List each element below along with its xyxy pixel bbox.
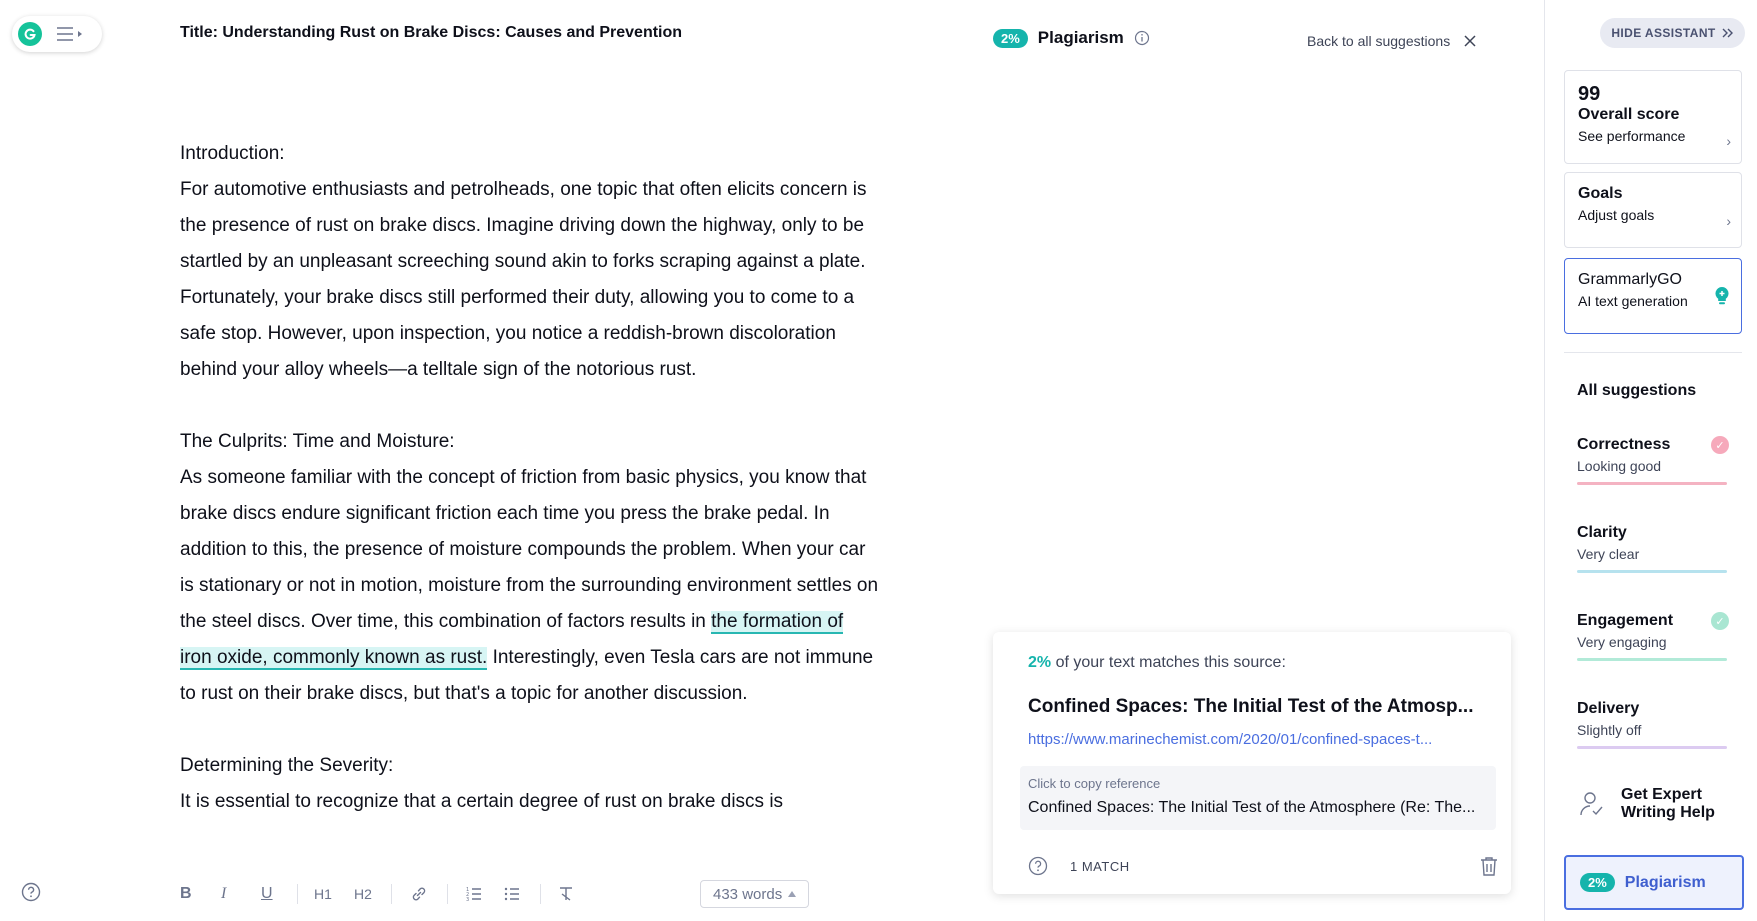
sidebar-divider [1564,352,1742,353]
severity-body: It is essential to recognize that a certain degree of rust on brake discs is [180,791,784,812]
all-suggestions-link[interactable]: All suggestions [1577,382,1697,399]
chevron-right-icon: › [1726,213,1731,229]
formatting-toolbar [0,868,1000,920]
toolbar-divider [391,884,392,904]
category-bar [1577,570,1727,573]
match-percent: 2% [1028,654,1052,671]
category-status: Very engaging [1577,634,1667,650]
culprits-body-start: As someone familiar with the concept of friction from basic physics, you know that brake discs endure significant friction each time you press the brake pedal. In addition to this, the presence of moisture compounds the problem. When your car is stationary or not in motion, moisture from the surrounding environment settles on the steel discs. Over time, this combination of factors results in [180,467,879,632]
category-title: Correctness [1577,436,1671,453]
culprits-heading: The Culprits: Time and Moisture: [180,431,455,452]
hide-assistant-button[interactable] [1600,18,1745,48]
info-icon[interactable] [1134,30,1150,46]
category-title: Engagement [1577,612,1674,629]
link-icon[interactable] [410,884,428,904]
editor[interactable] [180,136,880,866]
svg-text:1: 1 [466,887,470,893]
heading2-button[interactable]: H2 [354,886,372,902]
italic-button[interactable]: I [221,885,227,902]
word-count-label: 433 words [713,885,783,903]
grammarlygo-subtitle: AI text generation [1578,293,1688,309]
plagiarism-badge: 2% [1580,873,1615,892]
score-value: 99 [1578,83,1601,105]
copy-reference-button[interactable] [1020,766,1496,830]
toolbar-divider [540,884,541,904]
check-icon: ✓ [1711,436,1729,454]
bold-button[interactable]: B [180,885,192,902]
grammarlygo-title: GrammarlyGO [1578,271,1682,288]
see-performance-link: See performance [1578,128,1686,144]
close-icon[interactable] [1464,35,1476,47]
match-count: 1 MATCH [1070,858,1130,874]
goals-title: Goals [1578,185,1623,202]
editor-fade [160,840,880,860]
grammarly-logo-icon[interactable] [18,22,42,46]
back-link-label: Back to all suggestions [1307,33,1451,49]
expert-person-icon [1577,789,1607,819]
heading1-button[interactable]: H1 [314,886,332,902]
category-status: Slightly off [1577,722,1642,738]
culprits-body-end: Interestingly, even Tesla cars are not immune to rust on their brake discs, but that's a topic for another discussion. [180,647,874,704]
goals-card[interactable] [1564,172,1742,248]
lightbulb-icon [1711,285,1733,307]
back-to-suggestions-link[interactable] [1307,33,1476,49]
match-summary-text: of your text matches this source: [1051,654,1286,671]
toolbar-divider [297,884,298,904]
menu-icon[interactable] [56,22,90,46]
category-status: Very clear [1577,546,1640,562]
category-bar [1577,482,1727,485]
document-title[interactable]: Title: Understanding Rust on Brake Discs: Causes and Prevention [180,24,683,41]
clear-formatting-icon[interactable] [557,884,575,904]
plagiarism-badge: 2% [993,29,1028,48]
grammarlygo-card[interactable] [1564,258,1742,334]
plagiarism-header [993,28,1150,48]
source-title: Confined Spaces: The Initial Test of the Atmosp... [1028,696,1474,717]
reference-text: Confined Spaces: The Initial Test of the Atmosphere (Re: The... [1028,799,1476,816]
category-bar [1577,658,1727,661]
caret-up-icon [788,891,796,897]
plagiarism-title: Plagiarism [1037,28,1124,47]
intro-heading: Introduction: [180,143,285,164]
category-delivery[interactable] [1577,700,1727,749]
plagiarism-highlight[interactable]: the formation of iron oxide, commonly known as rust. [180,611,844,668]
double-chevron-right-icon [1722,28,1734,38]
app-logo-menu[interactable] [12,16,102,52]
help-icon[interactable] [1028,856,1048,876]
expert-writing-help-button[interactable] [1577,786,1731,822]
svg-text:3: 3 [466,897,470,903]
intro-body: For automotive enthusiasts and petrolheads, one topic that often elicits concern is the presence of rust on brake discs. Imagine driving down the highway, only to be startled by an unpleasant screeching sound akin to forks scraping against a plate. Fortunately, your brake discs still performed their duty, allowing you to come to a safe stop. However, upon inspection, you notice a reddish-brown discoloration behind your alloy wheels—a telltale sign of the notorious rust. [180,179,867,380]
svg-text:2: 2 [466,892,470,898]
plagiarism-label: Plagiarism [1624,873,1706,891]
match-summary [1028,654,1286,672]
plagiarism-match-card [993,632,1511,894]
underline-button[interactable]: U [261,885,273,902]
category-status: Looking good [1577,458,1662,474]
score-label: Overall score [1578,106,1680,123]
numbered-list-icon[interactable] [465,884,483,904]
word-count[interactable] [700,880,809,908]
expert-help-label: Get Expert Writing Help [1621,786,1715,821]
copy-reference-label: Click to copy reference [1028,776,1161,791]
overall-score-card[interactable] [1564,70,1742,164]
check-icon: ✓ [1711,612,1729,630]
category-title: Clarity [1577,524,1627,541]
category-clarity[interactable] [1577,524,1727,573]
category-engagement[interactable] [1577,612,1727,661]
chevron-right-icon: › [1726,133,1731,149]
toolbar-divider [447,884,448,904]
plagiarism-button[interactable] [1564,855,1744,910]
assistant-sidebar [1544,0,1757,921]
bulleted-list-icon[interactable] [503,884,521,904]
match-card-footer [1028,854,1498,878]
category-bar [1577,746,1727,749]
trash-icon[interactable] [1480,856,1498,876]
category-title: Delivery [1577,700,1640,717]
hide-assistant-label: HIDE ASSISTANT [1611,26,1716,40]
source-url-link[interactable]: https://www.marinechemist.com/2020/01/confined-spaces-t... [1028,731,1433,748]
help-icon[interactable] [21,882,41,902]
category-correctness[interactable] [1577,436,1727,485]
severity-heading: Determining the Severity: [180,755,394,776]
adjust-goals-link: Adjust goals [1578,207,1655,223]
